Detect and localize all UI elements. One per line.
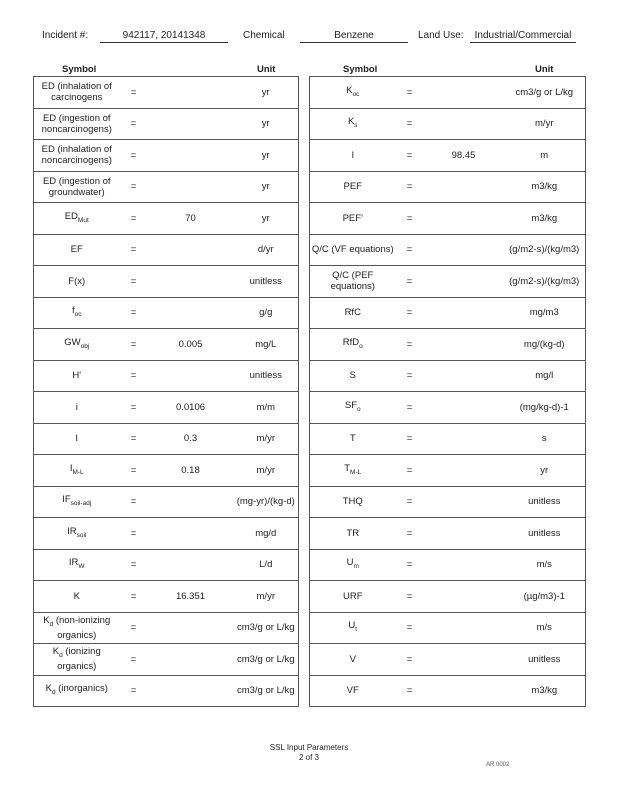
parameter-unit: m/yr <box>234 455 299 487</box>
equals-sign: = <box>120 549 148 581</box>
parameter-unit: cm3/g or L/kg <box>234 644 299 676</box>
parameter-row <box>310 234 586 266</box>
parameter-symbol: PEF' <box>310 203 396 235</box>
incident-label: Incident #: <box>42 30 89 41</box>
parameter-unit: m3/kg <box>504 171 586 203</box>
parameter-row <box>310 108 586 140</box>
parameter-value <box>148 486 234 518</box>
parameter-symbol: PEF <box>310 171 396 203</box>
equals-sign: = <box>396 455 424 487</box>
parameter-unit: m/s <box>504 549 586 581</box>
parameter-symbol: S <box>310 360 396 392</box>
parameter-row <box>310 675 586 707</box>
parameter-symbol: RfC <box>310 297 396 329</box>
parameter-unit: yr <box>234 140 299 172</box>
parameter-value <box>148 77 234 109</box>
parameter-unit: yr <box>234 203 299 235</box>
equals-sign: = <box>396 234 424 266</box>
page-number: 2 of 3 <box>298 753 319 762</box>
equals-sign: = <box>396 675 424 707</box>
parameter-value <box>424 234 504 266</box>
equals-sign: = <box>120 77 148 109</box>
parameter-unit: L/d <box>234 549 299 581</box>
parameter-unit: (mg/kg-d)-1 <box>504 392 586 424</box>
parameter-value <box>424 486 504 518</box>
parameter-row <box>34 171 299 203</box>
parameter-value <box>424 644 504 676</box>
parameter-value <box>148 644 234 676</box>
parameter-symbol: $f_{oc}$ <box>34 297 120 329</box>
parameter-value: 0.18 <box>148 455 234 487</box>
equals-sign: = <box>396 392 424 424</box>
equals-sign: = <box>120 486 148 518</box>
parameter-value <box>148 297 234 329</box>
equals-sign: = <box>396 329 424 361</box>
equals-sign: = <box>120 360 148 392</box>
parameter-unit: yr <box>234 77 299 109</box>
parameter-value: 0.005 <box>148 329 234 361</box>
parameter-symbol: $K_s$ <box>310 108 396 140</box>
parameter-symbol: ED (inhalation of carcinogens <box>34 77 120 109</box>
parameter-unit: s <box>504 423 586 455</box>
parameter-value: 70 <box>148 203 234 235</box>
parameter-row <box>34 486 299 518</box>
equals-sign: = <box>120 581 148 613</box>
parameter-value <box>148 171 234 203</box>
parameter-unit: m3/kg <box>504 203 586 235</box>
parameter-row <box>34 612 299 644</box>
parameter-value <box>148 549 234 581</box>
equals-sign: = <box>120 392 148 424</box>
parameter-row <box>34 203 299 235</box>
equals-sign: = <box>120 234 148 266</box>
equals-sign: = <box>396 612 424 644</box>
parameter-symbol: VF <box>310 675 396 707</box>
parameter-row <box>34 455 299 487</box>
parameter-unit: mg/d <box>234 518 299 550</box>
parameter-row <box>34 297 299 329</box>
equals-sign: = <box>120 612 148 644</box>
parameter-symbol: Q/C (PEF equations) <box>310 266 396 298</box>
equals-sign: = <box>396 549 424 581</box>
parameter-unit: m/yr <box>234 423 299 455</box>
parameter-unit: cm3/g or L/kg <box>234 675 299 707</box>
parameter-row <box>310 77 586 109</box>
parameter-row <box>34 581 299 613</box>
parameter-unit: m3/kg <box>504 675 586 707</box>
equals-sign: = <box>396 486 424 518</box>
parameter-row <box>34 329 299 361</box>
chemical-value: Benzene <box>300 30 408 43</box>
parameter-value <box>424 455 504 487</box>
parameter-symbol: ED (ingestion of noncarcinogens) <box>34 108 120 140</box>
right-symbol-header: Symbol <box>343 64 378 75</box>
parameter-row <box>34 360 299 392</box>
chemical-label: Chemical <box>243 30 285 41</box>
equals-sign: = <box>396 77 424 109</box>
parameter-row <box>34 77 299 109</box>
left-symbol-header: Symbol <box>62 64 97 75</box>
parameter-unit: unitless <box>234 360 299 392</box>
parameter-symbol: $U_m$ <box>310 549 396 581</box>
parameter-symbol: $IR_W$ <box>34 549 120 581</box>
parameter-row <box>34 108 299 140</box>
parameter-row <box>310 203 586 235</box>
parameter-value <box>424 203 504 235</box>
equals-sign: = <box>120 644 148 676</box>
parameter-row <box>34 675 299 707</box>
parameter-value <box>424 329 504 361</box>
parameter-row <box>310 644 586 676</box>
page-footer <box>0 743 618 763</box>
parameter-value <box>424 518 504 550</box>
parameter-unit: m <box>504 140 586 172</box>
parameter-row <box>310 360 586 392</box>
parameter-value <box>424 423 504 455</box>
parameter-row <box>310 549 586 581</box>
equals-sign: = <box>120 140 148 172</box>
parameter-value <box>424 392 504 424</box>
parameter-symbol: $I_{M-L}$ <box>34 455 120 487</box>
parameter-row <box>34 518 299 550</box>
document-header <box>0 30 618 46</box>
parameter-symbol: ED (inhalation of noncarcinogens) <box>34 140 120 172</box>
parameter-symbol: $K_d$ (inorganics) <box>34 675 120 707</box>
equals-sign: = <box>120 266 148 298</box>
equals-sign: = <box>120 675 148 707</box>
parameter-symbol: V <box>310 644 396 676</box>
parameter-symbol: $IF_{soil-adj}$ <box>34 486 120 518</box>
parameter-unit: unitless <box>234 266 299 298</box>
parameter-unit: yr <box>504 455 586 487</box>
equals-sign: = <box>120 108 148 140</box>
parameter-symbol: i <box>34 392 120 424</box>
parameter-symbol: TR <box>310 518 396 550</box>
parameter-value: 98.45 <box>424 140 504 172</box>
equals-sign: = <box>396 360 424 392</box>
parameter-unit: yr <box>234 108 299 140</box>
equals-sign: = <box>396 171 424 203</box>
equals-sign: = <box>396 108 424 140</box>
parameter-unit: d/yr <box>234 234 299 266</box>
parameter-unit: mg/m3 <box>504 297 586 329</box>
parameter-symbol: K <box>34 581 120 613</box>
equals-sign: = <box>120 329 148 361</box>
parameter-symbol: $T_{M-L}$ <box>310 455 396 487</box>
parameter-symbol: $U_t$ <box>310 612 396 644</box>
parameter-value <box>424 266 504 298</box>
parameter-symbol: RfD$_o$ <box>310 329 396 361</box>
parameter-symbol: THQ <box>310 486 396 518</box>
parameter-symbol: $ED_{Mut}$ <box>34 203 120 235</box>
equals-sign: = <box>396 140 424 172</box>
parameter-row <box>310 612 586 644</box>
parameter-value <box>424 108 504 140</box>
parameter-symbol: Q/C (VF equations) <box>310 234 396 266</box>
parameter-row <box>310 329 586 361</box>
equals-sign: = <box>120 203 148 235</box>
parameter-symbol: $SF_o$ <box>310 392 396 424</box>
parameter-symbol: $K_d$ (non-ionizing organics) <box>34 612 120 644</box>
parameter-row <box>310 423 586 455</box>
equals-sign: = <box>396 644 424 676</box>
parameter-value <box>424 612 504 644</box>
parameter-unit: cm3/g or L/kg <box>234 612 299 644</box>
equals-sign: = <box>396 266 424 298</box>
parameter-unit: unitless <box>504 518 586 550</box>
land-use-value: Industrial/Commercial <box>470 30 576 43</box>
parameter-unit: cm3/g or L/kg <box>504 77 586 109</box>
parameter-row <box>310 486 586 518</box>
equals-sign: = <box>396 518 424 550</box>
equals-sign: = <box>396 423 424 455</box>
parameter-value <box>424 171 504 203</box>
parameter-unit: mg/L <box>234 329 299 361</box>
right-parameter-table <box>309 76 586 707</box>
parameter-value <box>148 675 234 707</box>
footer-title: SSL Input Parameters <box>269 743 349 752</box>
parameter-row <box>310 392 586 424</box>
parameter-symbol: $IR_{soil}$ <box>34 518 120 550</box>
parameter-symbol: I <box>34 423 120 455</box>
parameter-unit: m/s <box>504 612 586 644</box>
parameter-symbol: l <box>310 140 396 172</box>
parameter-row <box>310 266 586 298</box>
parameter-symbol: H' <box>34 360 120 392</box>
parameter-symbol: ED (ingestion of groundwater) <box>34 171 120 203</box>
parameter-value <box>424 360 504 392</box>
left-unit-header: Unit <box>257 64 276 75</box>
incident-value: 942117, 20141348 <box>100 30 228 43</box>
parameter-value <box>424 581 504 613</box>
parameter-unit: unitless <box>504 486 586 518</box>
equals-sign: = <box>396 297 424 329</box>
equals-sign: = <box>120 455 148 487</box>
equals-sign: = <box>120 297 148 329</box>
equals-sign: = <box>396 203 424 235</box>
parameter-value <box>148 518 234 550</box>
parameter-unit: mg/l <box>504 360 586 392</box>
parameter-unit: (µg/m3)-1 <box>504 581 586 613</box>
parameter-row <box>310 297 586 329</box>
parameter-value <box>148 234 234 266</box>
bates-mark: AR 0002 <box>486 762 510 768</box>
parameter-value <box>424 549 504 581</box>
right-unit-header: Unit <box>535 64 554 75</box>
parameter-row <box>34 234 299 266</box>
parameter-row <box>310 140 586 172</box>
parameter-value: 16.351 <box>148 581 234 613</box>
equals-sign: = <box>120 518 148 550</box>
parameter-value <box>424 297 504 329</box>
equals-sign: = <box>396 581 424 613</box>
parameter-row <box>34 549 299 581</box>
parameter-value: 0.0106 <box>148 392 234 424</box>
parameter-symbol: EF <box>34 234 120 266</box>
parameter-row <box>34 266 299 298</box>
parameter-row <box>34 423 299 455</box>
parameter-value <box>424 675 504 707</box>
parameter-symbol: $GW_{obj}$ <box>34 329 120 361</box>
parameter-symbol: T <box>310 423 396 455</box>
left-parameter-table <box>33 76 299 707</box>
parameter-value <box>148 360 234 392</box>
parameter-unit: g/g <box>234 297 299 329</box>
parameter-unit: unitless <box>504 644 586 676</box>
parameter-unit: (g/m2-s)/(kg/m3) <box>504 266 586 298</box>
equals-sign: = <box>120 171 148 203</box>
parameter-value <box>148 108 234 140</box>
parameter-unit: (mg-yr)/(kg-d) <box>234 486 299 518</box>
equals-sign: = <box>120 423 148 455</box>
parameter-unit: yr <box>234 171 299 203</box>
parameter-row <box>34 644 299 676</box>
parameter-unit: m/yr <box>504 108 586 140</box>
parameter-value <box>424 77 504 109</box>
parameter-row <box>310 455 586 487</box>
parameter-row <box>34 392 299 424</box>
parameter-value <box>148 612 234 644</box>
parameter-value <box>148 266 234 298</box>
parameter-symbol: F(x) <box>34 266 120 298</box>
parameter-row <box>310 581 586 613</box>
parameter-unit: (g/m2-s)/(kg/m3) <box>504 234 586 266</box>
parameter-row <box>310 171 586 203</box>
parameter-unit: mg/(kg-d) <box>504 329 586 361</box>
parameter-value <box>148 140 234 172</box>
parameter-symbol: $K_{oc}$ <box>310 77 396 109</box>
parameter-unit: m/yr <box>234 581 299 613</box>
parameter-row <box>34 140 299 172</box>
parameter-unit: m/m <box>234 392 299 424</box>
parameter-symbol: $K_d$ (ionizing organics) <box>34 644 120 676</box>
parameter-value: 0.3 <box>148 423 234 455</box>
parameter-row <box>310 518 586 550</box>
parameter-symbol: URF <box>310 581 396 613</box>
land-use-label: Land Use: <box>418 30 464 41</box>
